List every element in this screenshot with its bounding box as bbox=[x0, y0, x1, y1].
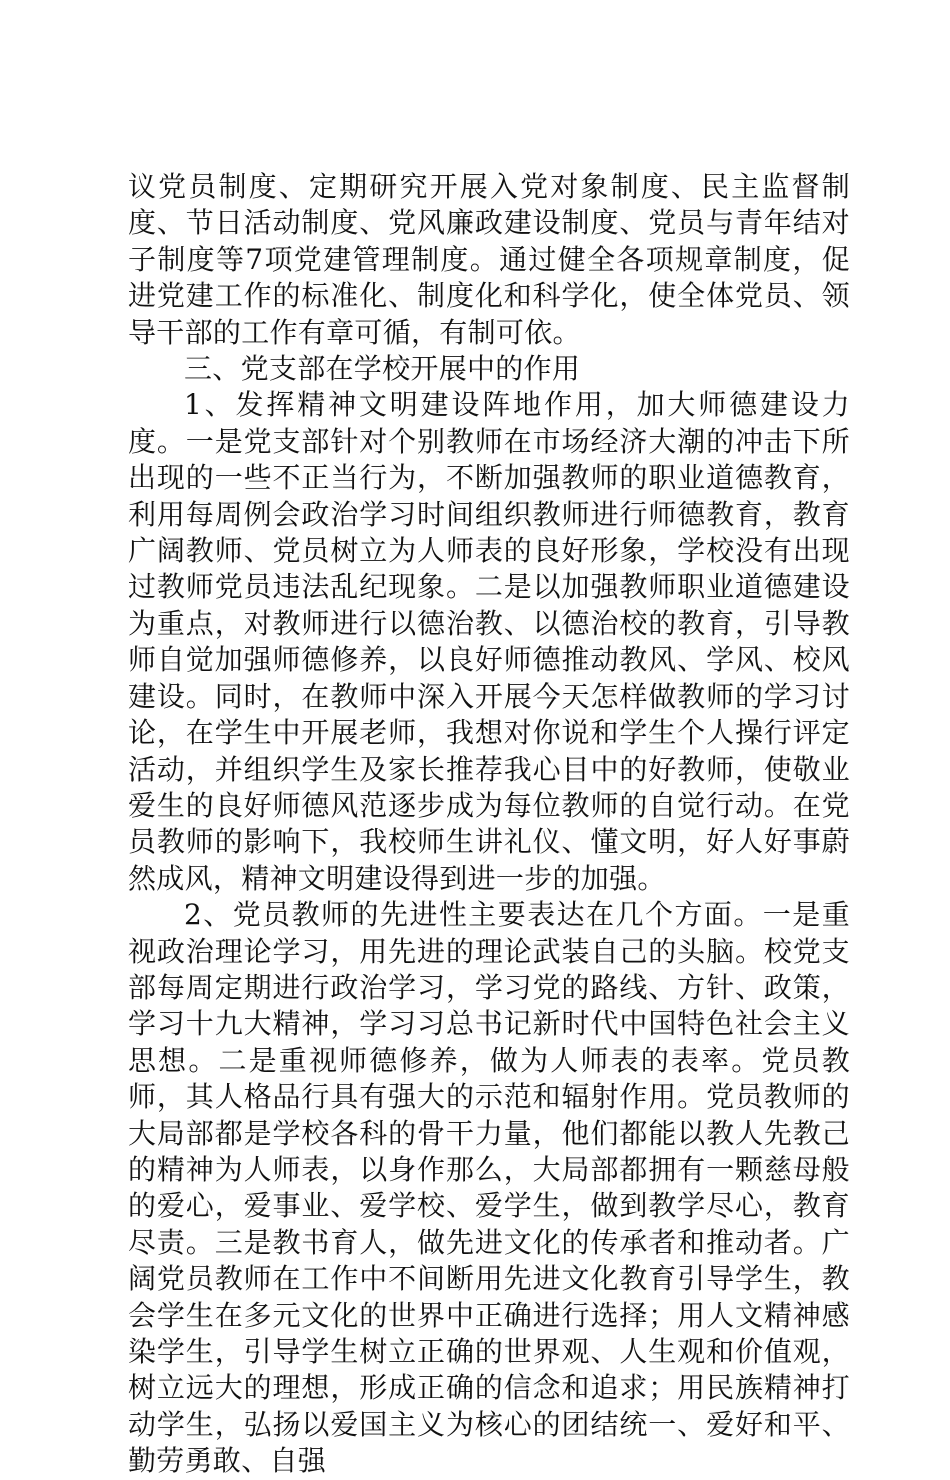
paragraph-2: 2、党员教师的先进性主要表达在几个方面。一是重视政治理论学习，用先进的理论武装自己的头脑。校党支部每周定期进行政治学习，学习党的路线、方针、政策，学习十九大精神，学习习总书记新时代中国特色社会主义思想。二是重视师德修养，做为人师表的表率。党员教师，其人格品行具有强大的示范和辐射作用。党员教师的大局部都是学校各科的骨干力量，他们都能以教人先教己的精神为人师表，以身作那么，大局部都拥有一颗慈母般的爱心，爱事业、爱学校、爱学生，做到教学尽心，教育尽责。三是教书育人，做先进文化的传承者和推动者。广阔党员教师在工作中不间断用先进文化教育引导学生，教会学生在多元文化的世界中正确进行选择；用人文精神感染学生，引导学生树立正确的世界观、人生观和价值观，树立远大的理想，形成正确的信念和追求；用民族精神打动学生，弘扬以爱国主义为核心的团结统一、爱好和平、勤劳勇敢、自强 bbox=[128, 898, 850, 1478]
paragraph-1: 1、发挥精神文明建设阵地作用，加大师德建设力度。一是党支部针对个别教师在市场经济大潮的冲击下所出现的一些不正当行为，不断加强教师的职业道德教育，利用每周例会政治学习时间组织教师进行师德教育，教育广阔教师、党员树立为人师表的良好形象，学校没有出现过教师党员违法乱纪现象。二是以加强教师职业道德建设为重点，对教师进行以德治教、以德治校的教育，引导教师自觉加强师德修养，以良好师德推动教风、学风、校风建设。同时，在教师中深入开展今天怎样做教师的学习讨论，在学生中开展老师，我想对你说和学生个人操行评定活动，并组织学生及家长推荐我心目中的好教师，使敬业爱生的良好师德风范逐步成为每位教师的自觉行动。在党员教师的影响下，我校师生讲礼仪、懂文明，好人好事蔚然成风，精神文明建设得到进一步的加强。 bbox=[128, 388, 850, 895]
continuation-paragraph: 议党员制度、定期研究开展入党对象制度、民主监督制度、节日活动制度、党风廉政建设制度、党员与青年结对子制度等7项党建管理制度。通过健全各项规章制度，促进党建工作的标准化、制度化和科学化，使全体党员、领导干部的工作有章可循，有制可依。 bbox=[128, 170, 850, 349]
section-heading: 三、党支部在学校开展中的作用 bbox=[184, 352, 581, 386]
document-body bbox=[128, 169, 850, 1480]
